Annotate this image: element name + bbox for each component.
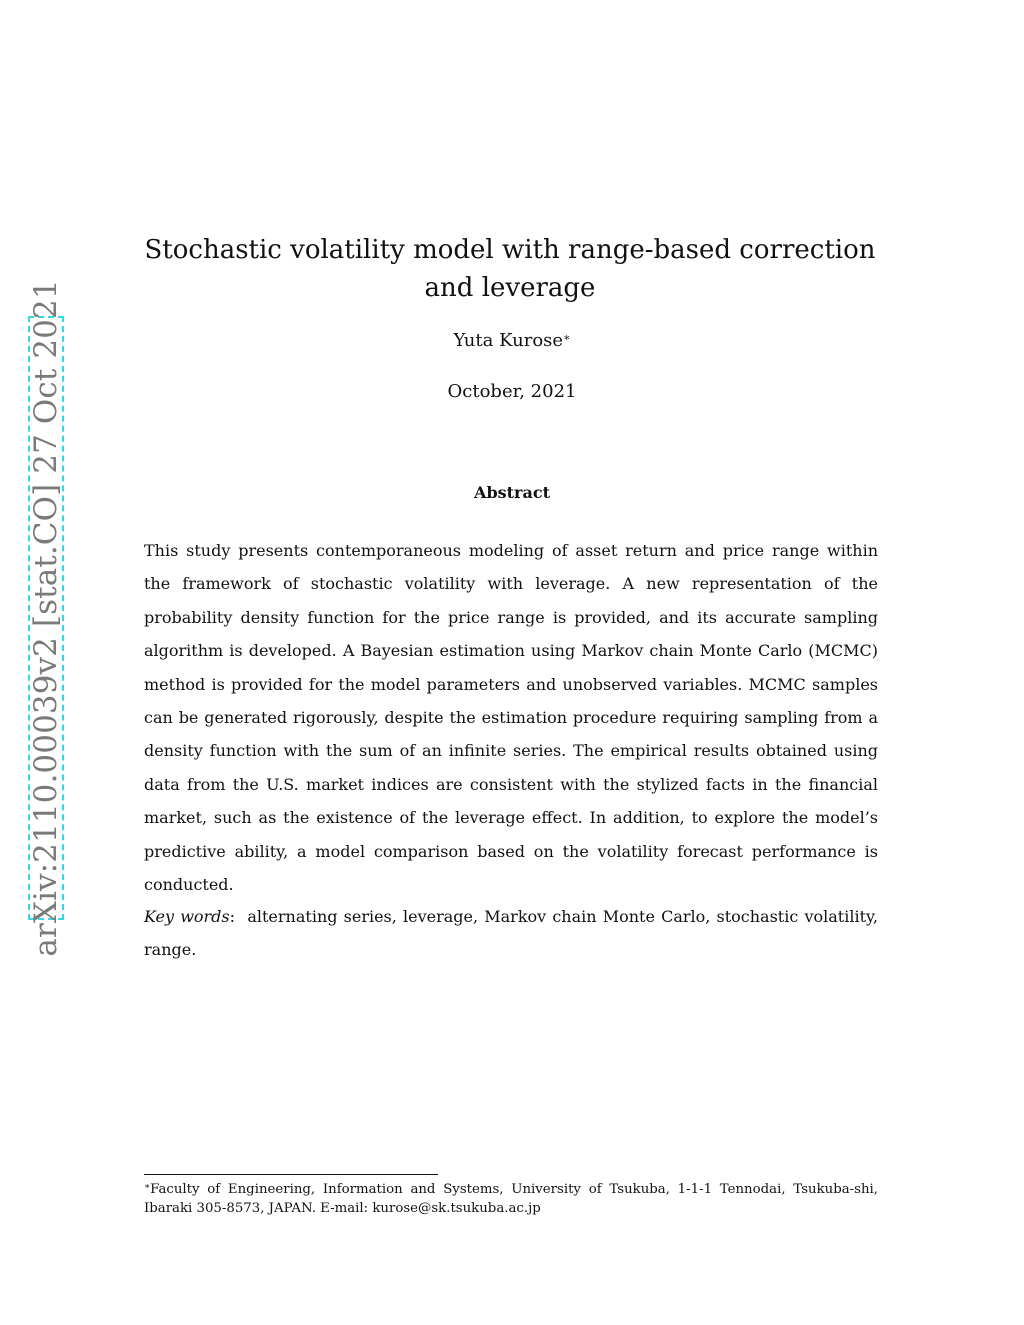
keywords [144, 900, 878, 967]
footnote-mark: ∗ [144, 1182, 151, 1192]
paper-date: October, 2021 [447, 381, 577, 402]
keywords-text: alternating series, leverage, Markov chain Monte Carlo, stochastic volatility, range. [144, 907, 879, 960]
arxiv-identifier[interactable]: arXiv:2110.00039v2 [stat.CO] 27 Oct 2021 [28, 279, 64, 957]
abstract-text: This study presents contemporaneous modeling of asset return and price range within the framework of stochastic volatility with leverage. A new representation of the probability density function for the price range is provided, and its accurate sampling algorithm is developed. A Bayesian estimation using Markov chain Monte Carlo (MCMC) method is provided for the model parameters and unobserved variables. MCMC samples can be generated rigorously, despite the estimation procedure requiring sampling from a density function with the sum of an infinite series. The empirical results obtained using data from the U.S. market indices are consistent with the stylized facts in the financial market, such as the existence of the leverage effect. In addition, to explore the model’s predictive ability, a model comparison based on the volatility forecast performance is conducted. [144, 541, 878, 895]
arxiv-stamp-box [28, 279, 64, 957]
author-line [0, 329, 1024, 353]
footnote-rule [144, 1174, 438, 1175]
keywords-separator: : [229, 907, 236, 926]
abstract-heading: Abstract [474, 483, 550, 502]
footnote-text: Faculty of Engineering, Information and Systems, University of Tsukuba, 1-1-1 Tennodai, Tsukuba-shi, Ibaraki 305-8573, JAPAN. E-mail: kurose@sk.tsukuba.ac.jp [144, 1182, 878, 1216]
author-name: Yuta Kurose [453, 330, 564, 351]
keywords-label: Key words [144, 907, 230, 926]
paper-title: Stochastic volatility model with range-based correction and leverage [144, 235, 876, 303]
author-footnote-mark[interactable]: ∗ [563, 331, 571, 344]
footnote [144, 1180, 878, 1218]
